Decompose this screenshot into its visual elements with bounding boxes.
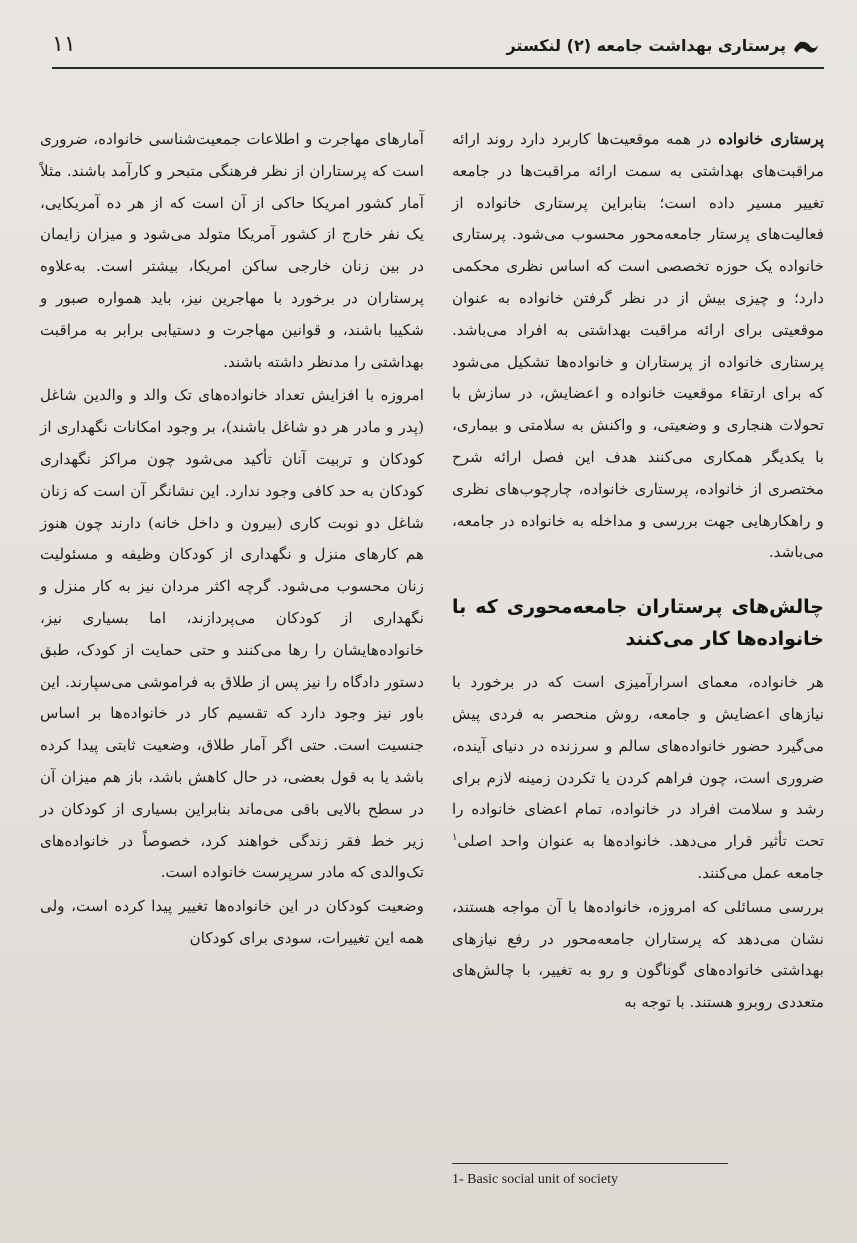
bold-term: پرستاری خانواده [718,130,824,148]
footnote-ref: ۱ [452,832,458,844]
paragraph: آمارهای مهاجرت و اطلاعات جمعیت‌شناسی خانواده، ضروری است که پرستاران از نظر فرهنگی متبحر و کارآمد باشند. مثلاً آمار کشور امریکا حاکی از آن است که از هر ده آمریکایی، یک نفر خارج از کشور آمریکا متولد می‌شود و میزان زایمان در بین زنان خارجی ساکن امریکا، بیشتر است. به‌علاوه پرستاران در برخورد با مهاجرین نیز، باید همواره صبور و شکیبا باشند، و قوانین مهاجرت و دستیابی برابر به مراقبت بهداشتی را مدنظر داشته باشند. [40,130,424,371]
left-column [40,124,424,955]
running-title: پرستاری بهداشت جامعه (۲) لنکستر [506,36,786,55]
paragraph: بررسی مسائلی که امروزه، خانواده‌ها با آن مواجه هستند، نشان می‌دهد که پرستاران جامعه‌محور در رفع نیازهای بهداشتی خانواده‌های گوناگون و رو به تغییر، با چالش‌های متعددی روبرو هستند. با توجه به [452,897,824,1012]
right-column [452,124,824,1019]
paragraph [452,124,824,569]
publisher-logo-icon [792,36,820,58]
paragraph-text: در همه موقعیت‌ها کاربرد دارد روند ارائه مراقبت‌های بهداشتی به سمت ارائه مراقبت‌ها در جامعه تغییر مسیر داده است؛ بنابراین پرستاری خانواده از فعالیت‌های پرستار جامعه‌محور محسوب می‌شود. پرستاری خانواده یک حوزه تخصصی است که اساس نظری محکمی دارد؛ و چیزی بیش از در نظر گرفتن خانواده به عنوان موقعیتی برای ارائه مراقبت بهداشتی به افراد می‌باشد. پرستاری خانواده از پرستاران و خانواده‌ها تشکیل می‌شود که برای ارتقاء موقعیت خانواده و اعضایش، در سازش با تحولات هنجاری و وضعیتی، و واکنش به سلامتی و بیماری، با یکدیگر همکاری می‌کنند هدف این فصل ارائه شرح مختصری از خانواده، پرستاری خانواده، چارچوب‌های نظری و راهکارهایی جهت بررسی و مداخله به خانواده در جامعه، می‌باشد. [452,130,824,562]
footnote-rule [452,1163,728,1164]
paragraph-text: هر خانواده، معمای اسرارآمیزی است که در برخورد با نیازهای اعضایش و جامعه، روش منحصر به فردی پیش می‌گیرد حضور خانواده‌های سالم و سرزنده در دنیای آینده، ضروری است، چون فراهم کردن یا تکردن زمینه لازم برای رشد و سلامت افراد در خانواده، تمام اعضای خانواده را تحت تأثیر قرار می‌دهد. خانواده‌ها به عنوان واحد اصلی [452,673,824,851]
header-rule [52,67,824,69]
footnote: 1- Basic social unit of society [452,1172,619,1187]
section-heading: چالش‌های پرستاران جامعه‌محوری که با خانواده‌ها کار می‌کنند [452,596,824,651]
paragraph-text: جامعه عمل می‌کنند. [697,863,824,882]
paragraph: وضعیت کودکان در این خانواده‌ها تغییر پیدا کرده است، ولی همه این تغییرات، سودی برای کودکان [40,897,424,947]
paragraph [452,667,824,890]
page-number: ۱۱ [52,32,76,57]
paragraph: امروزه با افزایش تعداد خانواده‌های تک والد و والدین شاغل (پدر و مادر هر دو شاغل باشند)، بر وجود امکانات نگهداری از کودکان و تربیت آنان تأکید می‌شود چون مراکز نگهداری کودکان به حد کافی وجود ندارد. این نشانگر آن است که زنان شاغل دو نوبت کاری (بیرون و داخل خانه) دارند چون هنوز هم کارهای منزل و نگهداری از کودکان وظیفه و مسئولیت زنان محسوب می‌شود. گرچه اکثر مردان نیز به کار منزل و نگهداری از کودکان می‌پردازند، اما بسیاری نیز، خانواده‌هایشان را رها می‌کنند و حتی حمایت از کودک، طبق دستور دادگاه را نیز پس از طلاق به فراموشی می‌سپارند. این باور نیز وجود دارد که تقسیم کار در خانواده‌ها بر اساس جنسیت است. حتی اگر آمار طلاق، وضعیت ثابتی پیدا کرده باشد یا به قول بعضی، در حال کاهش باشد، باز هم میزان آن در سطح بالایی باقی می‌ماند بنابراین بسیاری از کودکان در زیر خط فقر زندگی خواهند کرد، خصوصاً در خانواده‌های تک‌والدی که مادر سرپرست خانواده است. [40,386,424,882]
